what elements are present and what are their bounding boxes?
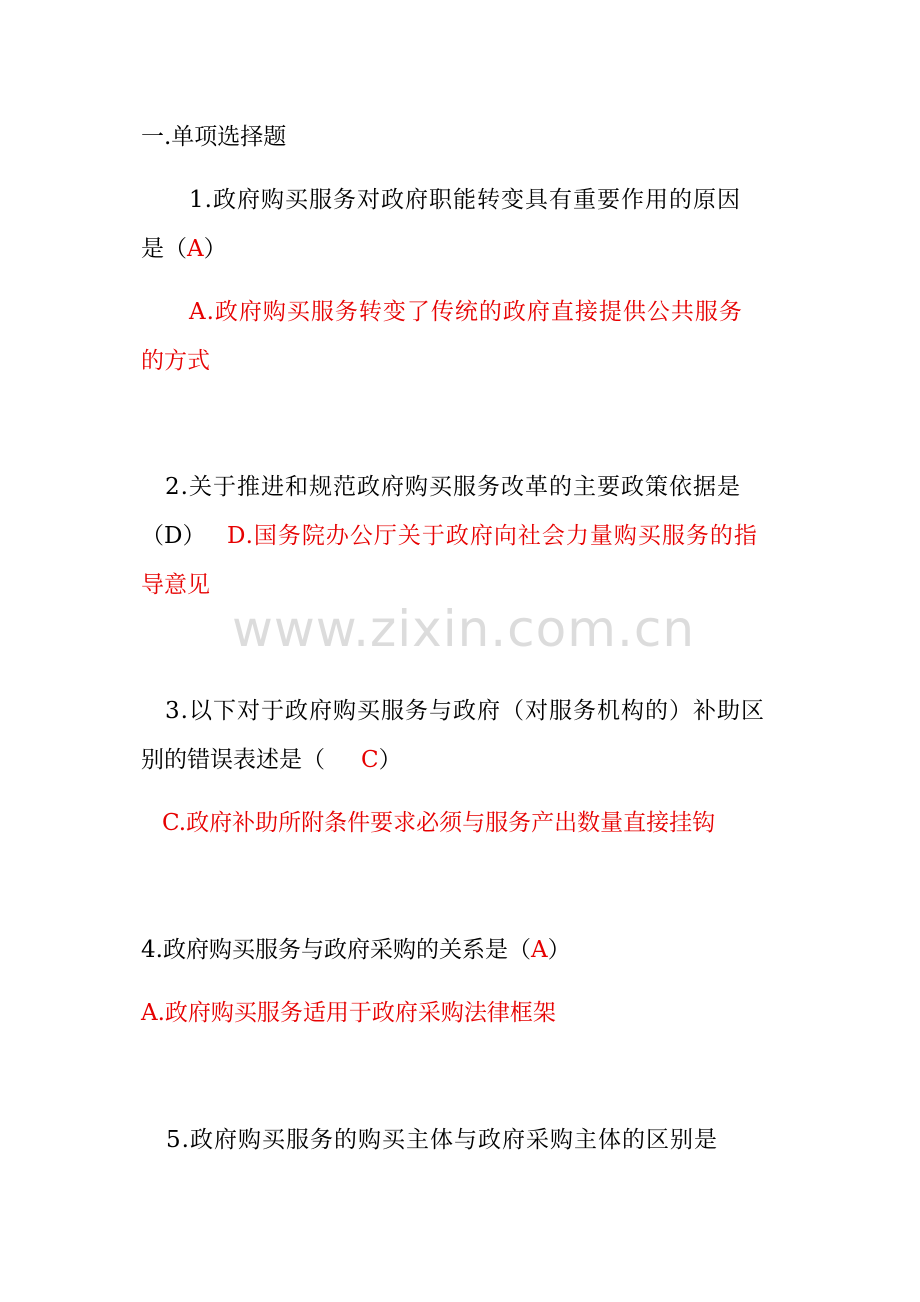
question-3-stem-line-2 [141,745,402,775]
question-3-stem-line-1: 3.以下对于政府购买服务与政府（对服务机构的）补助区 [165,698,765,724]
question-2-stem-suffix: ） [182,523,206,549]
question-3-stem-suffix: ） [378,747,402,773]
question-5-stem-line-1: 5.政府购买服务的购买主体与政府采购主体的区别是 [166,1127,718,1153]
question-2-answer-line-1: D.国务院办公厅关于政府向社会力量购买服务的指 [227,523,758,549]
question-4-stem-suffix: ） [547,937,571,963]
question-2-stem-prefix: （ [141,523,164,549]
question-3-answer-letter: C [361,747,379,773]
question-1-answer-letter: A [187,236,204,262]
question-3-stem-prefix: 别的错误表述是（ [141,747,325,773]
question-1-stem-line-1: 1.政府购买服务对政府职能转变具有重要作用的原因 [189,187,741,213]
question-4-stem-prefix: 4.政府购买服务与政府采购的关系是（ [141,937,531,963]
question-1-answer-line-2: 的方式 [141,348,210,374]
question-4-answer-line-1: A.政府购买服务适用于政府采购法律框架 [141,1000,556,1026]
question-2-answer-line-2: 导意见 [141,572,210,598]
watermark: www.zixin.com.cn [232,600,696,658]
question-2-stem-line-2 [141,521,205,551]
question-1-stem-line-2 [141,234,227,264]
question-1-answer-line-1: A.政府购买服务转变了传统的政府直接提供公共服务 [189,299,743,325]
question-2-answer-letter: D [164,523,183,549]
question-4-answer-letter: A [530,937,548,963]
question-1-stem-prefix: 是（ [141,236,187,262]
question-4-stem [141,935,571,965]
section-heading: 一.单项选择题 [141,124,287,150]
question-2-stem-line-1: 2.关于推进和规范政府购买服务改革的主要政策依据是 [165,474,741,500]
question-3-answer-line-1: C.政府补助所附条件要求必须与服务产出数量直接挂钩 [162,810,716,836]
question-1-stem-suffix: ） [203,236,227,262]
